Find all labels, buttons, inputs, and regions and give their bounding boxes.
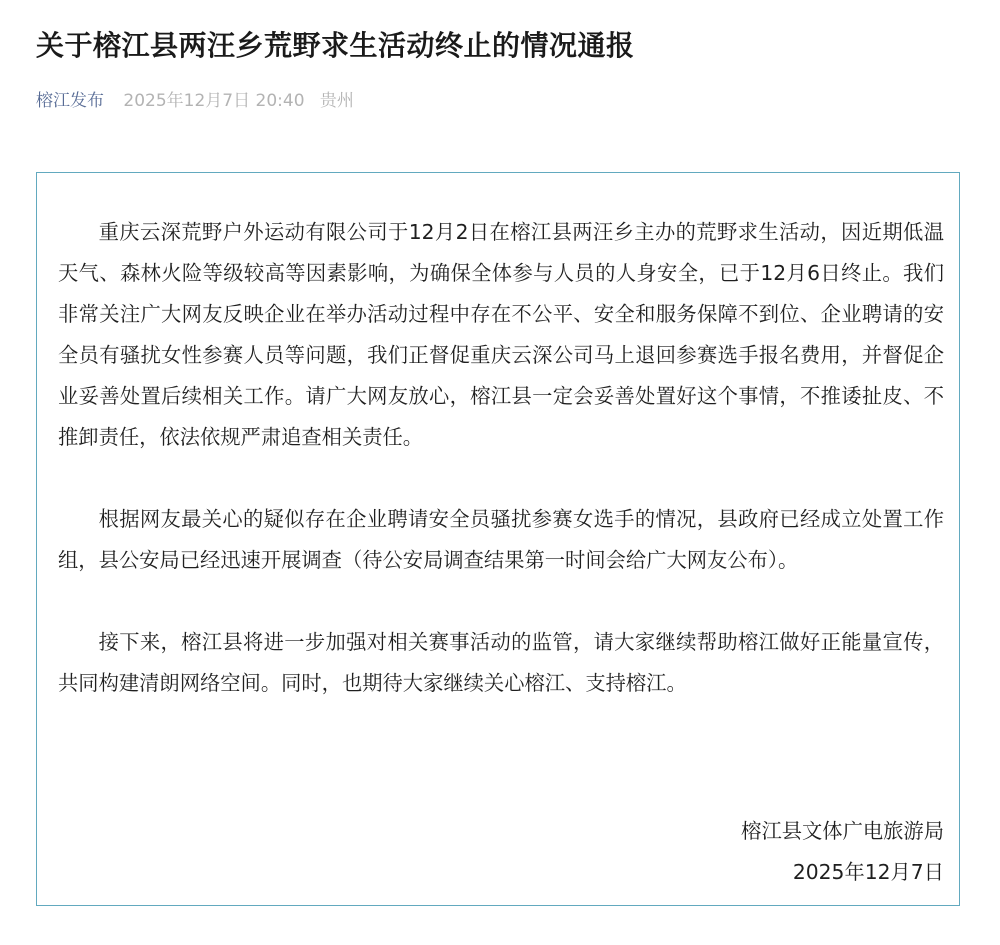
publish-datetime: 2025年12月7日 20:40 (123, 91, 305, 111)
notice-paragraph: 根据网友最关心的疑似存在企业聘请安全员骚扰参赛女选手的情况，县政府已经成立处置工作组，县公安局已经迅速开展调查（待公安局调查结果第一时间会给广大网友公布）。 (58, 507, 944, 572)
notice-signature (741, 811, 944, 893)
page-title: 关于榕江县两汪乡荒野求生活动终止的情况通报 (36, 29, 635, 62)
notice-paragraph: 重庆云深荒野户外运动有限公司于12月2日在榕江县两汪乡主办的荒野求生活动，因近期低温天气、森林火险等级较高等因素影响，为确保全体参与人员的人身安全，已于12月6日终止。我们非常关注广大网友反映企业在举办活动过程中存在不公平、安全和服务保障不到位、企业聘请的安全员有骚扰女性参赛人员等问题，我们正督促重庆云深公司马上退回参赛选手报名费用，并督促企业妥善处置后续相关工作。请广大网友放心，榕江县一定会妥善处置好这个事情，不推诿扯皮、不推卸责任，依法依规严肃追查相关责任。 (58, 220, 944, 449)
article-meta (36, 88, 354, 114)
source-link[interactable]: 榕江发布 (36, 91, 104, 111)
notice-box (36, 172, 960, 906)
signature-date: 2025年12月7日 (792, 860, 944, 884)
notice-body (58, 212, 944, 745)
publish-location: 贵州 (319, 91, 354, 111)
notice-paragraph: 接下来，榕江县将进一步加强对相关赛事活动的监管，请大家继续帮助榕江做好正能量宣传，共同构建清朗网络空间。同时，也期待大家继续关心榕江、支持榕江。 (58, 630, 944, 695)
signature-org: 榕江县文体广电旅游局 (741, 819, 944, 843)
